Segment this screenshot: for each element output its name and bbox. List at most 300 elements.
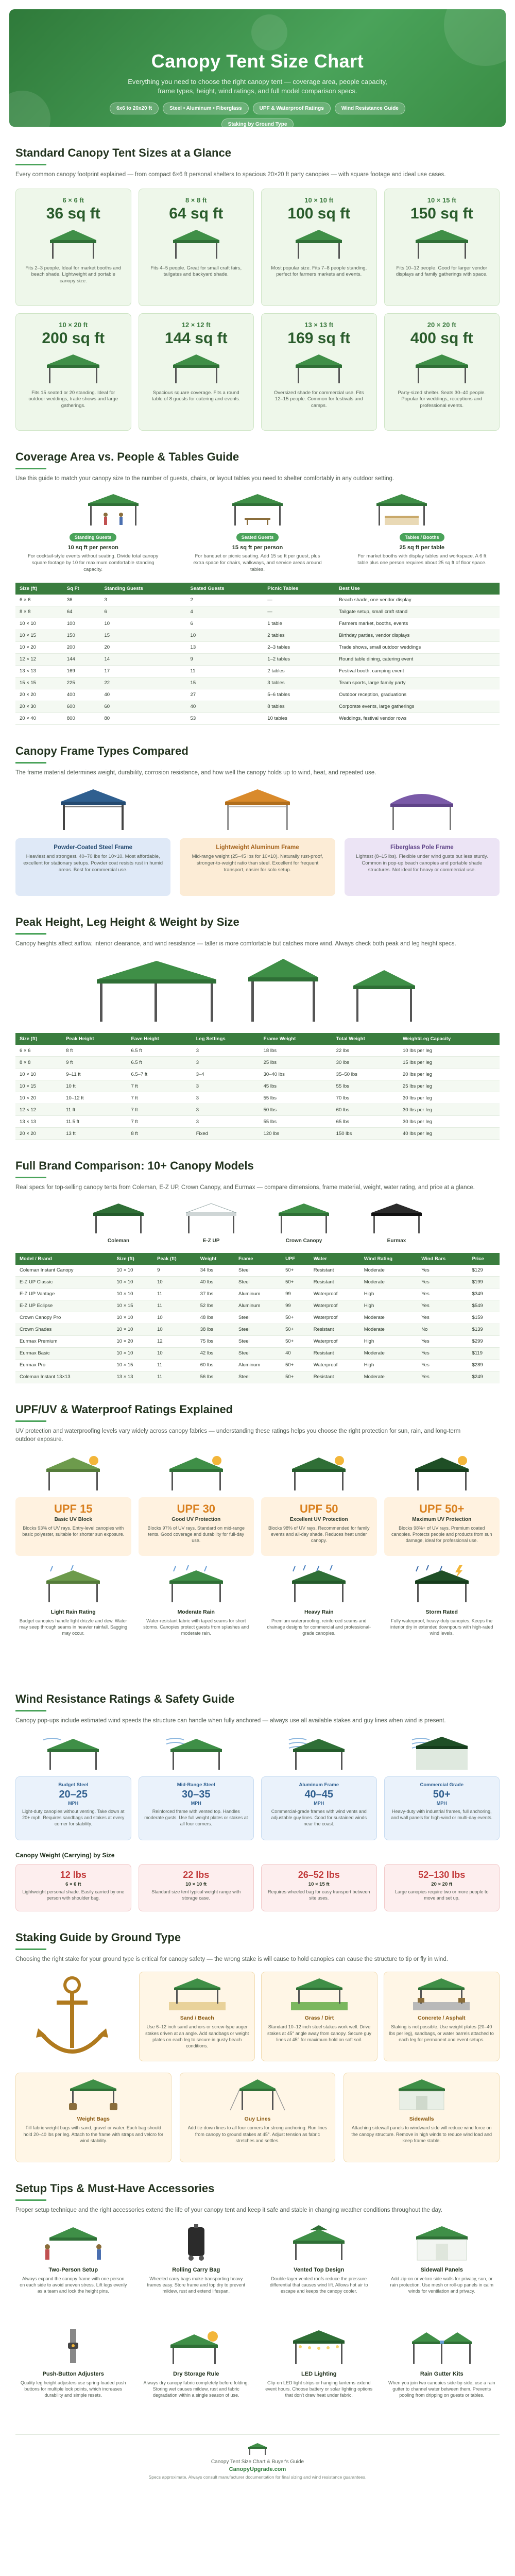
compact-canopy-illustration [343,957,425,1024]
canopy-logo-icon [247,2442,268,2455]
coverage-text: For market booths with display tables and workspace. A 6 ft table plus one person requires about 25 sq ft of floor space. [357,553,487,566]
upf-description: Blocks 97% of UV rays. Standard on mid-range tents. Good coverage and durability for full-day use. [147,1526,245,1544]
table-cell: Yes [417,1288,468,1300]
concrete-stake-illustration [413,1976,470,2010]
table-row [15,1288,500,1300]
size-area: 169 sq ft [287,329,351,347]
table-cell: 30 lbs [332,1057,399,1069]
vented-top-illustration [288,2223,350,2261]
brand-item [276,1201,332,1244]
table-cell: 38 lbs [196,1324,234,1335]
anchoring-title: Sidewalls [409,2116,434,2123]
table-cell: 20 [100,641,186,653]
tall-canopy-illustration [242,957,324,1024]
dry-storage-illustration [165,2327,227,2365]
rain-gutter-illustration [411,2327,473,2365]
rain-card [261,1609,377,1673]
rain-canopy-illustration [288,1565,350,1603]
wind-speed: 50+ [433,1788,451,1800]
table-cell: 3 [192,1080,260,1092]
table-row [15,1104,500,1116]
column-header: Peak (ft) [153,1253,196,1265]
upf-column [139,1453,254,1556]
brand-label: Coleman [107,1238,130,1244]
table-cell: 6.5 ft [127,1057,192,1069]
tips-section [15,2182,500,2424]
table-cell: 22 [100,677,186,689]
footer-site-link[interactable]: CanopyUpgrade.com [229,2466,286,2473]
table-cell: Yes [417,1335,468,1347]
table-cell: Steel [234,1371,281,1383]
page-subtitle: Everything you need to choose the right canopy tent — coverage area, people capacity, frame types, height, wind ratings, and full model comparison specs. [128,78,387,95]
table-cell: 11 [153,1359,196,1371]
weight-size: 10 × 15 ft [308,1881,330,1887]
table-cell: $129 [468,1265,500,1277]
canopy-tent-icon [414,228,470,260]
upf-label: Excellent UV Protection [289,1517,348,1523]
column-header: Frame [234,1253,281,1265]
frame-card [345,838,500,896]
table-cell: Moderate [360,1265,418,1277]
table-cell: Eurmax Basic [15,1347,112,1359]
table-cell: Yes [417,1276,468,1288]
coverage-rule-cards [15,533,500,573]
table-cell: 6 [100,606,186,618]
upf-column [15,1453,131,1556]
table-cell: 225 [63,677,100,689]
tip-title: Two-Person Setup [48,2267,98,2274]
table-cell: 200 [63,641,100,653]
table-row [15,1335,500,1347]
table-cell: 80 [100,713,186,724]
table-cell: 35–50 lbs [332,1069,399,1080]
table-row [15,1045,500,1057]
table-cell: Moderate [360,1312,418,1324]
table-cell: Waterproof [310,1300,360,1312]
table-row [15,1276,500,1288]
size-card [15,313,131,431]
wind-speed: 30–35 [181,1788,211,1800]
table-cell: 800 [63,713,100,724]
size-dimensions: 10 × 20 ft [59,320,88,329]
size-area: 144 sq ft [164,329,228,347]
coverage-text: For cocktail-style events without seating. Divide total canopy square footage by 10 for maximum comfortable standing capacity. [27,553,159,572]
anchor-icon [15,1972,129,2064]
table-cell: 10 × 10 [15,1069,62,1080]
tip-description: When you join two canopies side-by-side, use a rain gutter to channel water between them. Prevents pooling from dripping on guests or tables. [388,2380,495,2398]
table-row [15,641,500,653]
table-cell: 50+ [281,1324,310,1335]
size-note: Party-sized shelter. Seats 30–40 people. Popular for weddings, receptions and professional events. [398,389,486,409]
coverage-rule: 15 sq ft per person [232,545,283,551]
table-row [15,1069,500,1080]
tip-item [384,2327,500,2424]
table-cell: 10 tables [263,713,335,724]
table-cell: E-Z UP Vantage [15,1288,112,1300]
section-divider [15,1710,46,1711]
tip-description: Double-layer vented roofs reduce the pressure differential that causes wind lift. Allows hot air to escape and keeps the canopy cooler. [270,2276,368,2294]
table-cell: Yes [417,1300,468,1312]
size-note: Oversized shade for commercial use. Fits 12–15 people. Common for festivals and camps. [273,389,364,409]
table-cell: Farmers market, booths, events [335,618,500,630]
table-cell: 1–2 tables [263,653,335,665]
section-title: Staking Guide by Ground Type [15,1930,181,1944]
tip-item [139,2223,254,2320]
table-cell: Resistant [310,1276,360,1288]
table-cell: 10 × 20 [15,1092,62,1104]
canopy-tent-icon [45,352,101,384]
table-cell: 50+ [281,1312,310,1324]
table-cell: Weddings, festival vendor rows [335,713,500,724]
tip-item [139,2327,254,2424]
size-card [15,189,131,306]
table-cell: 6 [186,618,264,630]
table-cell: 3 tables [263,677,335,689]
size-card [384,313,500,431]
frame-type-grid [15,786,500,896]
table-cell: 10 [153,1324,196,1335]
column-header: Model / Brand [15,1253,112,1265]
table-row [15,653,500,665]
tables-booths-illustration [373,492,430,527]
table-cell: 150 lbs [332,1128,399,1140]
column-header: Weight [196,1253,234,1265]
staking-title: Sand / Beach [180,2015,214,2022]
size-area: 200 sq ft [42,329,105,347]
table-cell: 10 [153,1347,196,1359]
weight-description: Requires wheeled bag for easy transport between site uses. [267,1889,370,1901]
tip-title: Rolling Carry Bag [172,2267,220,2274]
table-cell: 45 lbs [260,1080,332,1092]
table-cell: High [360,1359,418,1371]
section-description: UV protection and waterproofing levels vary widely across canopy fabrics — understanding these ratings helps you choose the right protection for sun, rain, and long-term outdoor exposure. [15,1428,461,1443]
table-cell: 3 [192,1092,260,1104]
table-cell: 65 lbs [332,1116,399,1128]
table-cell: 13 × 13 [112,1371,153,1383]
table-cell: Aluminum [234,1288,281,1300]
table-cell: 4 [186,606,264,618]
table-cell: 2 tables [263,665,335,677]
table-cell: 8 tables [263,701,335,713]
table-cell: 10 [186,630,264,641]
hero-pills [9,103,506,127]
rain-title: Light Rain Rating [50,1609,96,1616]
weight-bag-illustration [65,2077,122,2111]
wind-grid [15,1735,500,1840]
section-title: Wind Resistance Ratings & Safety Guide [15,1692,235,1706]
size-card [261,189,377,306]
models-table-body [15,1265,500,1383]
wind-description: Heavy-duty with industrial frames, full anchoring, and wall panels for high-wind or multi-day events. [391,1808,493,1820]
coverage-table-body [15,595,500,725]
weight-grid [15,1864,500,1911]
two-person-setup-illustration [42,2223,104,2261]
column-header: Wind Rating [360,1253,418,1265]
fiberglass-canopy-illustration [383,786,460,832]
table-cell: 13 × 13 [15,1116,62,1128]
table-row [15,618,500,630]
table-cell: 150 [63,630,100,641]
table-row [15,1312,500,1324]
upf-grid [15,1453,500,1556]
coverage-illustrations [15,492,500,527]
table-cell: 3 [192,1104,260,1116]
table-cell: E-Z UP Eclipse [15,1300,112,1312]
table-cell: Resistant [310,1265,360,1277]
table-cell: 11 [186,665,264,677]
table-cell: 10 × 10 [112,1265,153,1277]
frame-type-steel [15,786,170,896]
anchoring-card [344,2073,500,2162]
brand-item [183,1201,239,1244]
wind-speed: 20–25 [59,1788,88,1800]
table-cell: 53 [186,713,264,724]
size-area: 100 sq ft [287,205,351,222]
frame-type-fiberglass [345,786,500,896]
table-cell: 8 ft [127,1128,192,1140]
table-cell: Resistant [310,1324,360,1335]
rain-canopy-illustration [42,1565,104,1603]
frame-type-aluminum [180,786,335,896]
wind-column [139,1735,254,1840]
table-cell: Fixed [192,1128,260,1140]
coverage-tag: Tables / Booths [400,533,444,541]
brand-label: Crown Canopy [285,1238,322,1244]
hero-pill: Steel • Aluminum • Fiberglass [163,103,249,114]
table-cell: High [360,1288,418,1300]
section-description: Every common canopy footprint explained — from compact 6×6 ft personal shelters to spacious 20×20 ft party canopies — with square footage and ideal use cases. [15,172,446,178]
table-cell: Crown Shades [15,1324,112,1335]
table-cell: High [360,1335,418,1347]
weight-value: 26–52 lbs [298,1869,340,1880]
size-card [384,189,500,306]
rain-description: Premium waterproofing, reinforced seams and drainage designs for commercial and professional-grade canopies. [267,1618,371,1636]
section-title: UPF/UV & Waterproof Ratings Explained [15,1402,233,1416]
table-row [15,1300,500,1312]
coverage-tag: Standing Guests [70,533,117,541]
table-cell: 55 lbs [260,1092,332,1104]
size-note: Most popular size. Fits 7–8 people standing, perfect for farmers markets and events. [271,265,367,278]
sizes-section [15,146,500,431]
weight-value: 22 lbs [183,1869,210,1880]
wide-canopy-illustration [90,957,224,1024]
table-cell: 7 ft [127,1080,192,1092]
canopy-tent-icon [183,1201,239,1234]
canopy-tent-icon [290,352,347,384]
subsection-title: Canopy Weight (Carrying) by Size [15,1851,115,1859]
size-card [139,313,254,431]
coverage-table [15,583,500,725]
table-cell: 6 × 6 [15,1045,62,1057]
table-header-row [15,1253,500,1265]
table-cell: 50+ [281,1371,310,1383]
weight-value: 12 lbs [60,1869,87,1880]
rain-title: Heavy Rain [304,1609,334,1616]
section-divider [15,762,46,764]
seated-guests-illustration [229,492,286,527]
table-cell: $549 [468,1300,500,1312]
table-cell: Aluminum [234,1359,281,1371]
canopy-tent-icon [368,1201,425,1234]
table-cell: 600 [63,701,100,713]
section-divider [15,933,46,935]
section-divider [15,468,46,469]
staking-card [261,1972,377,2061]
table-row [15,665,500,677]
page-title: Canopy Tent Size Chart [151,50,364,72]
table-cell: 10 × 10 [112,1347,153,1359]
table-cell: 13 × 13 [15,665,63,677]
weight-description: Large canopies require two or more people to move and set up. [394,1889,489,1901]
staking-title: Grass / Dirt [304,2015,334,2022]
table-cell: 64 [63,606,100,618]
tip-description: Add zip-on or velcro side walls for privacy, sun, or rain protection. Use mesh or roll-up panels in calm winds for ventilation and privacy. [390,2276,494,2294]
section-description: Canopy heights affect airflow, interior clearance, and wind resistance — taller is more comfortable but catches more wind. Always check both peak and leg height specs. [15,941,456,947]
size-dimensions: 10 × 15 ft [427,196,456,204]
upf-label: Good UV Protection [171,1517,221,1523]
staking-description: Standard 10–12 inch steel stakes work well. Drive stakes at 45° angle away from canopy. Secure guy lines at 45° for maximum hold on soft soil. [267,2024,372,2042]
tip-description: Wheeled carry bags make transporting heavy frames easy. Store frame and top dry to prevent mildew, rust and extend lifespan. [147,2276,245,2294]
staking-title: Concrete / Asphalt [418,2015,466,2022]
canopy-tent-icon [414,352,470,384]
wind-label: Budget Steel [58,1782,89,1788]
upf-description: Blocks 98% of UV rays. Recommended for family events and all-day shade. Reduces heat under canopy. [268,1526,370,1544]
section-title: Full Brand Comparison: 10+ Canopy Models [15,1159,254,1173]
rain-column [261,1565,377,1673]
column-header: Picnic Tables [263,583,335,595]
coverage-card [15,533,170,573]
table-cell: Yes [417,1371,468,1383]
table-cell: Waterproof [310,1288,360,1300]
weight-card [139,1864,254,1911]
carry-bag-illustration [165,2223,227,2261]
staking-description: Staking is not possible. Use weight plates (20–40 lbs per leg), sandbags, or water barrels attached to each leg for permanent and event setups. [389,2024,494,2042]
table-row [15,1359,500,1371]
section-divider [15,1177,46,1178]
size-note: Fits 10–12 people. Good for larger vendor displays and family gatherings with space. [396,265,488,278]
canopy-tent-icon [168,352,225,384]
weight-card [261,1864,377,1911]
table-cell: Yes [417,1359,468,1371]
column-header: Standing Guests [100,583,186,595]
tip-description: Clip-on LED light strips or hanging lanterns extend event hours. Choose battery or solar lighting options that don't draw heat under fabric. [265,2380,373,2398]
table-cell: 20 × 40 [15,713,63,724]
anchoring-description: Fill fabric weight bags with sand, gravel or water. Each bag should hold 20–40 lbs per leg. Attach to the frame with straps and velcro for wind stability. [23,2125,164,2143]
table-cell: 7 ft [127,1092,192,1104]
table-cell: Waterproof [310,1335,360,1347]
canopy-tent-icon [290,228,347,260]
wind-card [261,1776,377,1840]
table-cell: 10 × 10 [112,1312,153,1324]
tip-item [261,2223,377,2320]
table-cell: 56 lbs [196,1371,234,1383]
frame-card [15,838,170,896]
table-cell: 50+ [281,1276,310,1288]
staking-description: Use 6–12 inch sand anchors or screw-type auger stakes driven at an angle. Add sandbags or weight plates on each leg to secure in gusty beach conditions. [145,2024,249,2048]
section-title: Standard Canopy Tent Sizes at a Glance [15,146,231,159]
table-cell: $139 [468,1324,500,1335]
column-header: Weight/Leg Capacity [399,1033,500,1045]
table-cell: 10 lbs per leg [399,1045,500,1057]
table-cell: 40 [100,689,186,701]
wind-canopy-illustration [411,1735,473,1771]
wind-card [139,1776,254,1840]
weight-value: 52–130 lbs [418,1869,466,1880]
wind-label: Mid-Range Steel [177,1782,215,1788]
table-cell: 40 lbs per leg [399,1128,500,1140]
peak-table [15,1033,500,1140]
size-area: 64 sq ft [169,205,224,222]
section-title: Coverage Area vs. People & Tables Guide [15,450,239,463]
canopy-tent-icon [90,1201,147,1234]
table-cell: 11 [153,1300,196,1312]
sun-canopy-illustration [411,1453,473,1492]
table-cell: 20 × 20 [15,689,63,701]
wind-description: Commercial-grade frames with wind vents and adjustable guy lines. Good for sustained winds near the coast. [271,1808,367,1827]
wind-column [261,1735,377,1840]
wind-canopy-illustration [165,1735,227,1771]
rain-title: Moderate Rain [177,1609,215,1616]
table-cell: 18 lbs [260,1045,332,1057]
rain-title: Storm Rated [425,1609,458,1616]
table-cell: 99 [281,1288,310,1300]
table-cell: Trade shows, small outdoor weddings [335,641,500,653]
upf-card [15,1497,131,1556]
table-cell: Coleman Instant 13×13 [15,1371,112,1383]
anchoring-card [15,2073,171,2162]
brand-item [368,1201,425,1244]
table-cell: 55 lbs [332,1080,399,1092]
size-area: 36 sq ft [46,205,100,222]
upf-card [261,1497,377,1556]
canopy-tent-icon [168,228,225,260]
table-cell: Festival booth, camping event [335,665,500,677]
section-description: Use this guide to match your canopy size to the number of guests, chairs, or layout tables you need to shelter comfortably in any outdoor setting. [15,475,394,482]
coverage-card [180,533,335,573]
table-cell: Moderate [360,1324,418,1335]
table-cell: $199 [468,1276,500,1288]
wind-speed: 40–45 [304,1788,334,1800]
table-cell: $119 [468,1347,500,1359]
table-cell: Aluminum [234,1300,281,1312]
section-description: Choosing the right stake for your ground type is critical for canopy safety — the wrong stake is will cause to hold canopies can cause the structure to tip or fly in wind. [15,1956,448,1962]
table-cell: Moderate [360,1371,418,1383]
table-cell: 7 ft [127,1116,192,1128]
table-cell: 10 × 15 [15,1080,62,1092]
table-cell: 10 × 20 [112,1335,153,1347]
table-cell: 11 [153,1288,196,1300]
column-header: Size (ft) [15,583,63,595]
weight-description: Standard size tent typical weight range with storage case. [151,1889,241,1901]
section-description: Real specs for top-selling canopy tents from Coleman, E-Z UP, Crown Canopy, and Eurmax — compare dimensions, frame material, weight, water rating, and price at a glance. [15,1184,475,1191]
table-cell: 6.5–7 ft [127,1069,192,1080]
table-cell: 7 ft [127,1104,192,1116]
size-area: 400 sq ft [410,329,473,347]
size-note: Fits 2–3 people. Ideal for market booths and beach shade. Lightweight and portable canopy size. [25,265,122,284]
section-title: Canopy Frame Types Compared [15,744,188,757]
hero-pill: UPF & Waterproof Ratings [253,103,331,114]
table-cell: 75 lbs [196,1335,234,1347]
wind-unit: MPH [436,1800,447,1806]
table-cell: 48 lbs [196,1312,234,1324]
size-note: Fits 4–5 people. Great for small craft fairs, tailgates and backyard shade. [150,265,242,278]
table-cell: 42 lbs [196,1347,234,1359]
table-row [15,1128,500,1140]
table-cell: Beach shade, one vendor display [335,595,500,606]
rain-column [384,1565,500,1673]
frame-description: Lightest (8–15 lbs). Flexible under wind gusts but less sturdy. Common in pop-up beach canopies and portable shade structures. Not ideal for heavy or commercial use. [356,854,488,873]
table-cell: 400 [63,689,100,701]
